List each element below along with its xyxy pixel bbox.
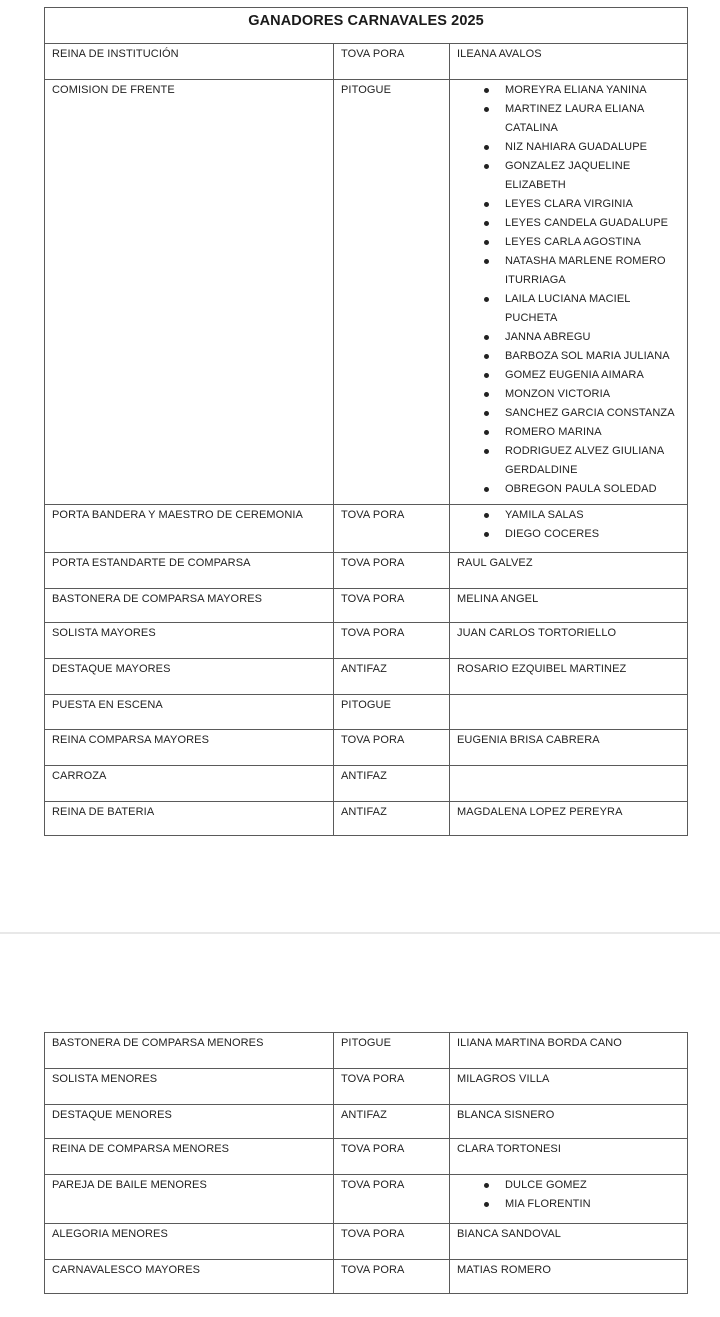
category-cell: REINA COMPARSA MAYORES — [45, 730, 334, 766]
group-cell: TOVA PORA — [334, 1069, 450, 1105]
winner-cell: JUAN CARLOS TORTORIELLO — [450, 623, 688, 659]
winner-cell: ROSARIO EZQUIBEL MARTINEZ — [450, 659, 688, 695]
group-cell: TOVA PORA — [334, 730, 450, 766]
list-item: DIEGO COCERES — [505, 525, 680, 544]
winner-cell — [450, 80, 688, 505]
group-cell: ANTIFAZ — [334, 1105, 450, 1139]
winner-cell: ILIANA MARTINA BORDA CANO — [450, 1033, 688, 1069]
table-title: GANADORES CARNAVALES 2025 — [45, 8, 688, 44]
winner-cell: MILAGROS VILLA — [450, 1069, 688, 1105]
winner-cell: CLARA TORTONESI — [450, 1139, 688, 1175]
winner-list — [457, 1176, 680, 1214]
group-cell: TOVA PORA — [334, 1224, 450, 1260]
winner-list — [457, 506, 680, 544]
winner-cell — [450, 505, 688, 553]
winner-cell: BIANCA SANDOVAL — [450, 1224, 688, 1260]
table-row — [45, 505, 688, 553]
category-cell: CARROZA — [45, 766, 334, 802]
group-cell: PITOGUE — [334, 80, 450, 505]
group-cell: PITOGUE — [334, 695, 450, 730]
list-item: LEYES CANDELA GUADALUPE — [505, 214, 680, 233]
group-cell: ANTIFAZ — [334, 659, 450, 695]
winner-cell — [450, 695, 688, 730]
table-row — [45, 623, 688, 659]
table-row — [45, 553, 688, 589]
category-cell: PAREJA DE BAILE MENORES — [45, 1175, 334, 1224]
list-item: MIA FLORENTIN — [505, 1195, 680, 1214]
winner-cell: MELINA ANGEL — [450, 589, 688, 623]
category-cell: DESTAQUE MAYORES — [45, 659, 334, 695]
list-item: RODRIGUEZ ALVEZ GIULIANA GERDALDINE — [505, 442, 680, 480]
winner-cell — [450, 1175, 688, 1224]
list-item: GOMEZ EUGENIA AIMARA — [505, 366, 680, 385]
table-row — [45, 659, 688, 695]
category-cell: ALEGORIA MENORES — [45, 1224, 334, 1260]
category-cell: CARNAVALESCO MAYORES — [45, 1260, 334, 1294]
category-cell: REINA DE BATERIA — [45, 802, 334, 836]
winner-cell: RAUL GALVEZ — [450, 553, 688, 589]
table-row — [45, 730, 688, 766]
list-item: MOREYRA ELIANA YANINA — [505, 81, 680, 100]
group-cell: TOVA PORA — [334, 1175, 450, 1224]
category-cell: DESTAQUE MENORES — [45, 1105, 334, 1139]
category-cell: PUESTA EN ESCENA — [45, 695, 334, 730]
table-row — [45, 766, 688, 802]
document-page-2 — [0, 934, 720, 1317]
winner-cell: MATIAS ROMERO — [450, 1260, 688, 1294]
list-item: OBREGON PAULA SOLEDAD — [505, 480, 680, 499]
list-item: NIZ NAHIARA GUADALUPE — [505, 138, 680, 157]
table-row — [45, 1175, 688, 1224]
group-cell: ANTIFAZ — [334, 766, 450, 802]
winner-cell: BLANCA SISNERO — [450, 1105, 688, 1139]
list-item: YAMILA SALAS — [505, 506, 680, 525]
group-cell: TOVA PORA — [334, 1260, 450, 1294]
table-row — [45, 44, 688, 80]
table-row — [45, 1224, 688, 1260]
table-row — [45, 1260, 688, 1294]
list-item: GONZALEZ JAQUELINE ELIZABETH — [505, 157, 680, 195]
title-row — [45, 8, 688, 44]
group-cell: TOVA PORA — [334, 505, 450, 553]
list-item: DULCE GOMEZ — [505, 1176, 680, 1195]
list-item: MONZON VICTORIA — [505, 385, 680, 404]
category-cell: SOLISTA MENORES — [45, 1069, 334, 1105]
group-cell: TOVA PORA — [334, 1139, 450, 1175]
list-item: JANNA ABREGU — [505, 328, 680, 347]
table-row — [45, 1105, 688, 1139]
list-item: LAILA LUCIANA MACIEL PUCHETA — [505, 290, 680, 328]
category-cell: REINA DE COMPARSA MENORES — [45, 1139, 334, 1175]
group-cell: PITOGUE — [334, 1033, 450, 1069]
list-item: LEYES CLARA VIRGINIA — [505, 195, 680, 214]
category-cell: COMISION DE FRENTE — [45, 80, 334, 505]
winner-cell: MAGDALENA LOPEZ PEREYRA — [450, 802, 688, 836]
group-cell: TOVA PORA — [334, 623, 450, 659]
category-cell: PORTA BANDERA Y MAESTRO DE CEREMONIA — [45, 505, 334, 553]
list-item: LEYES CARLA AGOSTINA — [505, 233, 680, 252]
table-row — [45, 1139, 688, 1175]
winner-cell: EUGENIA BRISA CABRERA — [450, 730, 688, 766]
category-cell: BASTONERA DE COMPARSA MAYORES — [45, 589, 334, 623]
category-cell: SOLISTA MAYORES — [45, 623, 334, 659]
list-item: MARTINEZ LAURA ELIANA CATALINA — [505, 100, 680, 138]
winner-cell: ILEANA AVALOS — [450, 44, 688, 80]
winner-list — [457, 81, 680, 499]
group-cell: TOVA PORA — [334, 553, 450, 589]
winner-cell — [450, 766, 688, 802]
group-cell: ANTIFAZ — [334, 802, 450, 836]
table-row — [45, 802, 688, 836]
category-cell: REINA DE INSTITUCIÓN — [45, 44, 334, 80]
table-row — [45, 589, 688, 623]
winners-table-2 — [44, 1032, 688, 1294]
table-row — [45, 1033, 688, 1069]
group-cell: TOVA PORA — [334, 589, 450, 623]
table-row — [45, 695, 688, 730]
list-item: NATASHA MARLENE ROMERO ITURRIAGA — [505, 252, 680, 290]
winners-table-1 — [44, 7, 688, 836]
category-cell: BASTONERA DE COMPARSA MENORES — [45, 1033, 334, 1069]
list-item: BARBOZA SOL MARIA JULIANA — [505, 347, 680, 366]
group-cell: TOVA PORA — [334, 44, 450, 80]
table-row — [45, 80, 688, 505]
table-row — [45, 1069, 688, 1105]
list-item: ROMERO MARINA — [505, 423, 680, 442]
category-cell: PORTA ESTANDARTE DE COMPARSA — [45, 553, 334, 589]
list-item: SANCHEZ GARCIA CONSTANZA — [505, 404, 680, 423]
